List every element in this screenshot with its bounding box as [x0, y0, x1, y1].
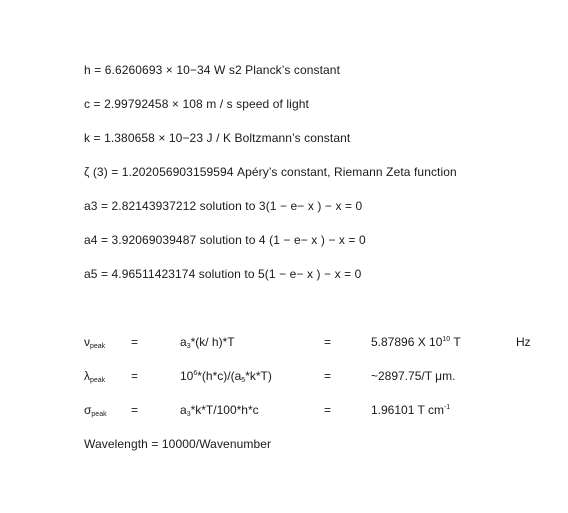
lambda-equals: = [131, 369, 139, 383]
a5-solution-line: a5 = 4.96511423174 solution to 5(1 − e− x ) − x = 0 [84, 267, 362, 281]
nu-value: 5.87896 X $10^{10}$ T [371, 335, 461, 349]
sigma-expression: $a_3*k*T/100*h*c$ [180, 403, 259, 418]
sigma-equals-2: = [324, 403, 332, 417]
sigma-value: 1.96101 T $cm^{-1}$ [371, 403, 451, 417]
lambda-peak-symbol: $\lambda_{peak}$ [84, 369, 106, 384]
a4-solution-line: a4 = 3.92069039487 solution to 4 (1 − e− x ) − x = 0 [84, 233, 366, 247]
lambda-equals-2: = [324, 369, 332, 383]
nu-expression: $a_3*(k/$ h)*T [180, 335, 235, 350]
nu-equals: = [131, 335, 139, 349]
nu-equals-2: = [324, 335, 332, 349]
sigma-peak-symbol: $\sigma_{peak}$ [84, 403, 107, 418]
lambda-expression: $10^6*(h*c)/(a_5*k*T)$ [180, 369, 272, 384]
sigma-equals: = [131, 403, 139, 417]
planck-constant-line: h = 6.6260693 × 10−34 W s2 Planck’s constant [84, 63, 341, 77]
boltzmann-constant-line: k = 1.380658 × 10−23 J / K Boltzmann’s constant [84, 131, 351, 145]
nu-peak-symbol: $\nu_{peak}$ [84, 335, 106, 350]
wavelength-conversion-line: Wavelength = 10000/Wavenumber [84, 437, 272, 451]
speed-of-light-line: c = 2.99792458 × 108 m / s speed of light [84, 97, 309, 111]
lambda-value: ~2897.75/T μm. [371, 369, 456, 383]
apery-constant-line: ζ (3) = 1.202056903159594 Apéry’s constant, Riemann Zeta function [84, 165, 457, 179]
nu-unit: Hz [516, 335, 531, 349]
a3-solution-line: a3 = 2.82143937212 solution to 3(1 − e− x ) − x = 0 [84, 199, 363, 213]
